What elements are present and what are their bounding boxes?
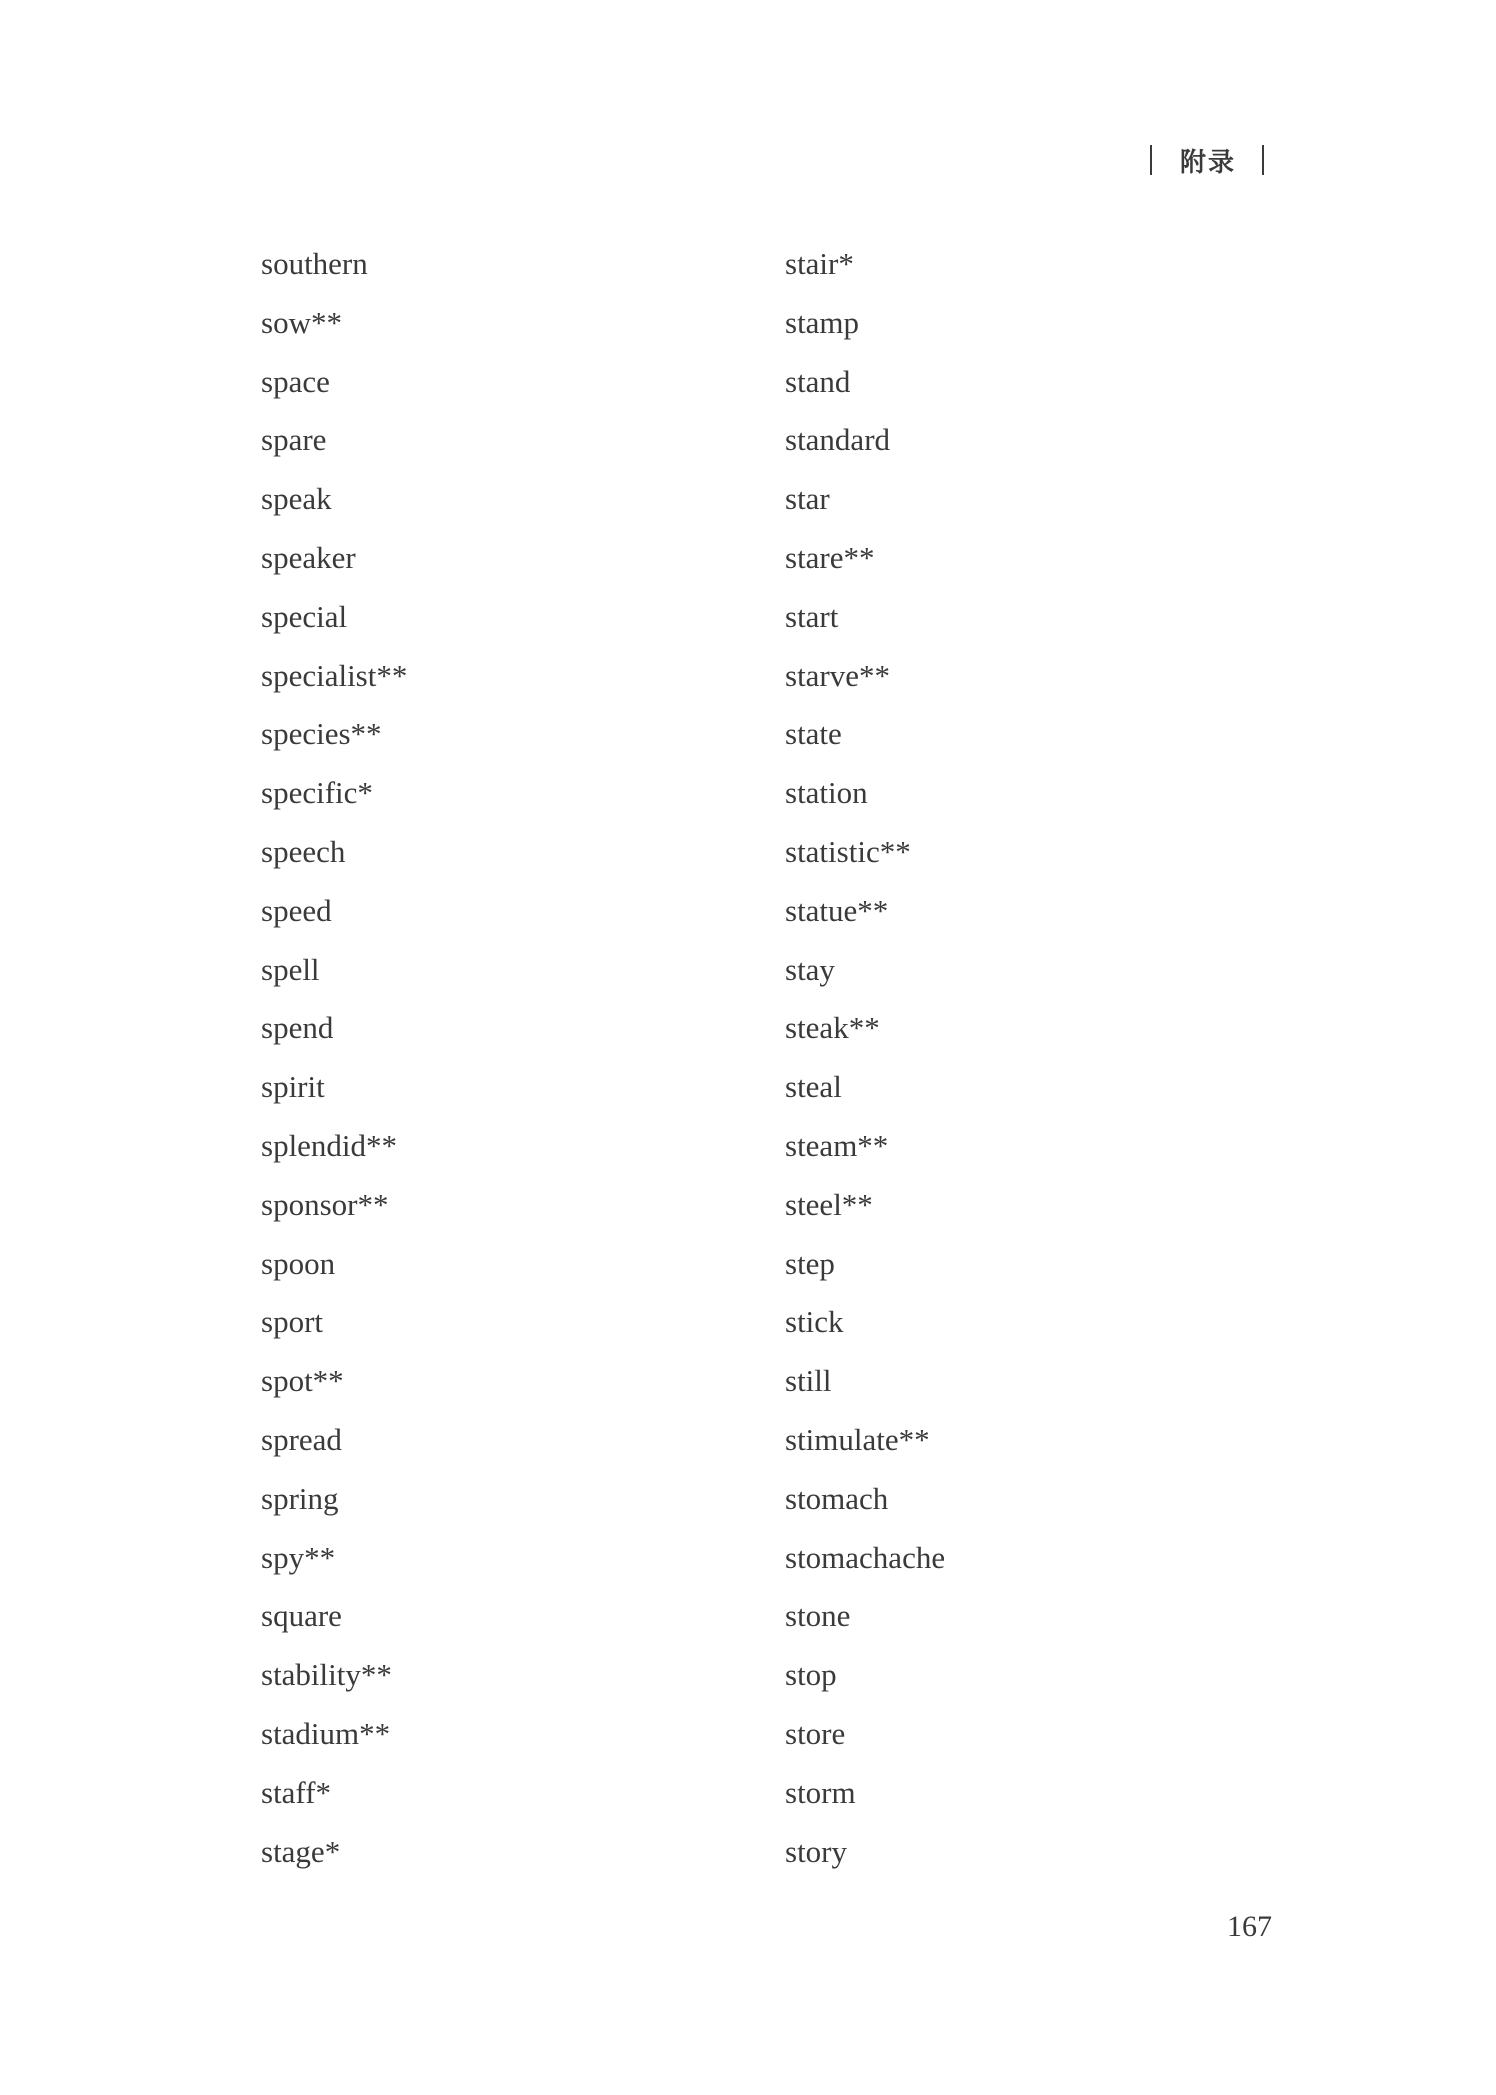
word-entry: spirit [261, 1069, 325, 1105]
word-entry: stage* [261, 1833, 341, 1869]
word-entry: stability** [261, 1657, 392, 1693]
word-entry: steam** [785, 1127, 889, 1163]
word-entry: state [785, 716, 842, 752]
header-title: 附录 [1180, 147, 1237, 178]
word-entry: stomach [785, 1480, 889, 1516]
word-entry: staff* [261, 1774, 332, 1810]
word-entry: spoon [261, 1245, 336, 1281]
word-entry: starve** [785, 657, 891, 693]
word-entry: speaker [261, 539, 356, 575]
word-entry: specialist** [261, 657, 408, 693]
word-entry: start [785, 598, 839, 634]
word-entry: species** [261, 716, 382, 752]
header-right-rule [1262, 145, 1264, 175]
word-entry: statistic** [785, 833, 911, 869]
word-entry: stamp [785, 304, 860, 340]
word-entry: stop [785, 1657, 837, 1693]
word-entry: sponsor** [261, 1186, 389, 1222]
word-entry: special [261, 598, 348, 634]
word-entry: stair* [785, 246, 854, 281]
word-entry: sow** [261, 304, 342, 340]
word-entry: spot** [261, 1363, 344, 1399]
word-entry: stick [785, 1304, 844, 1340]
word-entry: spare [261, 422, 327, 458]
word-entry: stand [785, 363, 851, 399]
word-entry: southern [261, 246, 368, 281]
word-entry: steal [785, 1069, 842, 1105]
word-entry: specific* [261, 775, 373, 811]
word-entry: star [785, 481, 830, 517]
word-entry: step [785, 1245, 835, 1281]
word-entry: spend [261, 1010, 334, 1046]
word-entry: still [785, 1363, 832, 1399]
word-entry: space [261, 363, 330, 399]
word-entry: square [261, 1598, 342, 1634]
word-list-right-column [785, 243, 945, 1889]
word-entry: stay [785, 951, 835, 987]
page-number: 167 [1227, 1910, 1272, 1943]
running-header [1150, 140, 1264, 180]
word-entry: stimulate** [785, 1421, 930, 1457]
word-entry: spread [261, 1421, 342, 1457]
word-entry: sport [261, 1304, 323, 1340]
word-entry: stare** [785, 539, 875, 575]
word-entry: storm [785, 1774, 856, 1810]
word-entry: station [785, 775, 868, 811]
word-entry: story [785, 1833, 847, 1869]
word-entry: spring [261, 1480, 339, 1516]
word-entry: store [785, 1715, 846, 1751]
word-entry: standard [785, 422, 891, 458]
word-entry: steak** [785, 1010, 880, 1046]
word-entry: stomachache [785, 1539, 946, 1575]
word-entry: speech [261, 833, 346, 869]
word-entry: statue** [785, 892, 889, 928]
header-left-rule [1150, 145, 1152, 175]
word-entry: spy** [261, 1539, 336, 1575]
word-list-left-column [261, 243, 407, 1889]
word-entry: splendid** [261, 1127, 398, 1163]
word-entry: stadium** [261, 1715, 391, 1751]
word-entry: spell [261, 951, 320, 987]
word-entry: speak [261, 481, 332, 517]
word-entry: steel** [785, 1186, 873, 1222]
word-entry: stone [785, 1598, 851, 1634]
word-entry: speed [261, 892, 332, 928]
